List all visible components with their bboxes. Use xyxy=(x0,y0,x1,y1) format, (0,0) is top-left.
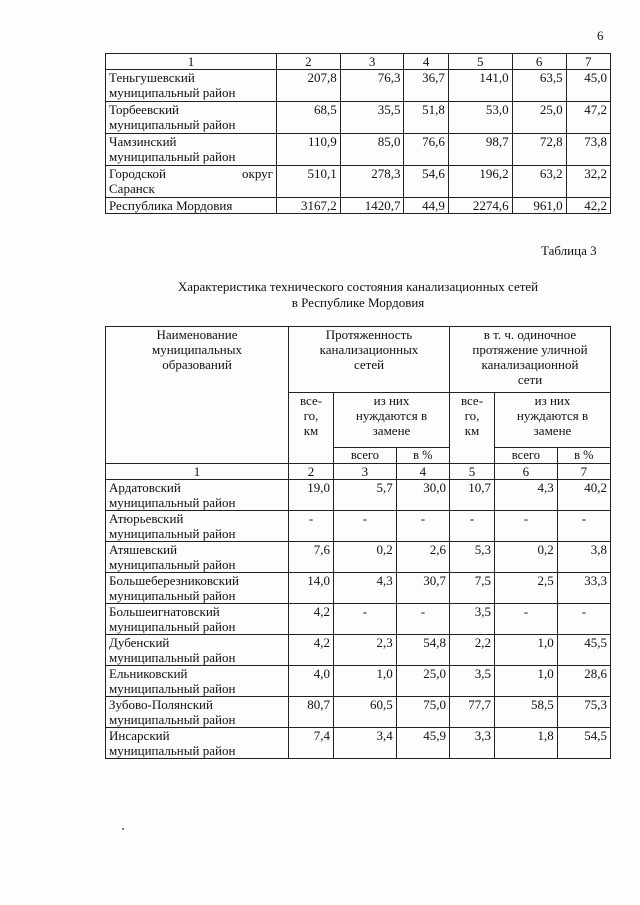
header-need-replace: из них нуждаются в замене xyxy=(334,393,450,448)
district-name: Городской округ Саранск xyxy=(106,166,277,198)
value-cell: 25,0 xyxy=(512,102,566,134)
value-cell: 7,6 xyxy=(289,542,334,573)
value-cell: 3167,2 xyxy=(277,198,341,214)
value-cell: 2,2 xyxy=(449,635,494,666)
value-cell: 3,3 xyxy=(449,728,494,759)
header-length: Протяженность канализационных сетей xyxy=(289,327,450,393)
value-cell: 5,7 xyxy=(334,480,397,511)
table-row xyxy=(106,102,611,134)
district-name: Республика Мордовия xyxy=(106,198,277,214)
table-header-row xyxy=(106,54,611,70)
value-cell: 36,7 xyxy=(404,70,448,102)
district-name: Большеигнатовский муниципальный район xyxy=(106,604,289,635)
district-name: Ардатовский муниципальный район xyxy=(106,480,289,511)
value-cell: 33,3 xyxy=(557,573,610,604)
value-cell: 75,0 xyxy=(396,697,449,728)
column-number: 2 xyxy=(289,464,334,480)
value-cell: - xyxy=(334,511,397,542)
table-continuation xyxy=(105,53,611,214)
header-cell: 4 xyxy=(404,54,448,70)
value-cell: 5,3 xyxy=(449,542,494,573)
value-cell: 54,5 xyxy=(557,728,610,759)
value-cell: 7,4 xyxy=(289,728,334,759)
value-cell: 68,5 xyxy=(277,102,341,134)
page-number: 6 xyxy=(597,28,604,43)
value-cell: - xyxy=(494,604,557,635)
district-name: Атяшевский муниципальный район xyxy=(106,542,289,573)
value-cell: 19,0 xyxy=(289,480,334,511)
table-title-line2: в Республике Мордовия xyxy=(291,295,425,310)
value-cell: 207,8 xyxy=(277,70,341,102)
table-row xyxy=(106,635,611,666)
header-need-replace: из них нуждаются в замене xyxy=(494,393,610,448)
table-header-row xyxy=(106,327,611,393)
value-cell: 3,5 xyxy=(449,666,494,697)
value-cell: 53,0 xyxy=(448,102,512,134)
header-single: в т. ч. одиночное протяжение уличной канализационной сети xyxy=(449,327,610,393)
value-cell: 58,5 xyxy=(494,697,557,728)
value-cell: 54,8 xyxy=(396,635,449,666)
table-row xyxy=(106,666,611,697)
value-cell: - xyxy=(449,511,494,542)
value-cell: 10,7 xyxy=(449,480,494,511)
district-name: Торбеевский муниципальный район xyxy=(106,102,277,134)
district-name: Теньгушевский муниципальный район xyxy=(106,70,277,102)
value-cell: 45,9 xyxy=(396,728,449,759)
column-number: 4 xyxy=(396,464,449,480)
value-cell: 7,5 xyxy=(449,573,494,604)
header-cell: 7 xyxy=(566,54,610,70)
district-name: Дубенский муниципальный район xyxy=(106,635,289,666)
value-cell: 14,0 xyxy=(289,573,334,604)
value-cell: 63,5 xyxy=(512,70,566,102)
value-cell: 4,2 xyxy=(289,635,334,666)
column-number: 1 xyxy=(106,464,289,480)
value-cell: 76,3 xyxy=(340,70,404,102)
value-cell: - xyxy=(557,604,610,635)
table-row xyxy=(106,70,611,102)
value-cell: - xyxy=(289,511,334,542)
header-cell: 5 xyxy=(448,54,512,70)
header-total: все- го, км xyxy=(449,393,494,464)
value-cell: 110,9 xyxy=(277,134,341,166)
value-cell: 73,8 xyxy=(566,134,610,166)
district-name: Зубово-Полянский муниципальный район xyxy=(106,697,289,728)
value-cell: 2,6 xyxy=(396,542,449,573)
column-number: 6 xyxy=(494,464,557,480)
district-name: Большеберезниковский муниципальный район xyxy=(106,573,289,604)
value-cell: 80,7 xyxy=(289,697,334,728)
value-cell: 510,1 xyxy=(277,166,341,198)
value-cell: 4,2 xyxy=(289,604,334,635)
table-row xyxy=(106,166,611,198)
table-row xyxy=(106,573,611,604)
value-cell: 40,2 xyxy=(557,480,610,511)
value-cell: 278,3 xyxy=(340,166,404,198)
value-cell: 77,7 xyxy=(449,697,494,728)
value-cell: 0,2 xyxy=(334,542,397,573)
value-cell: 1,0 xyxy=(494,666,557,697)
header-sub-total: всего xyxy=(494,448,557,464)
table-row xyxy=(106,542,611,573)
header-cell: 2 xyxy=(277,54,341,70)
value-cell: 1,8 xyxy=(494,728,557,759)
value-cell: 54,6 xyxy=(404,166,448,198)
value-cell: 25,0 xyxy=(396,666,449,697)
value-cell: 76,6 xyxy=(404,134,448,166)
header-cell: 6 xyxy=(512,54,566,70)
value-cell: 51,8 xyxy=(404,102,448,134)
value-cell: 0,2 xyxy=(494,542,557,573)
value-cell: 47,2 xyxy=(566,102,610,134)
value-cell: 75,3 xyxy=(557,697,610,728)
value-cell: 45,0 xyxy=(566,70,610,102)
table-row xyxy=(106,728,611,759)
value-cell: 28,6 xyxy=(557,666,610,697)
value-cell: 4,3 xyxy=(494,480,557,511)
district-name: Атюрьевский муниципальный район xyxy=(106,511,289,542)
value-cell: 72,8 xyxy=(512,134,566,166)
column-number-row xyxy=(106,464,611,480)
value-cell: 3,8 xyxy=(557,542,610,573)
table-label: Таблица 3 xyxy=(541,243,597,258)
value-cell: - xyxy=(396,511,449,542)
table-row xyxy=(106,134,611,166)
value-cell: - xyxy=(557,511,610,542)
table-row xyxy=(106,697,611,728)
value-cell: 196,2 xyxy=(448,166,512,198)
value-cell: 2,5 xyxy=(494,573,557,604)
value-cell: 60,5 xyxy=(334,697,397,728)
table-row xyxy=(106,511,611,542)
column-number: 5 xyxy=(449,464,494,480)
value-cell: 3,5 xyxy=(449,604,494,635)
header-sub-total: всего xyxy=(334,448,397,464)
value-cell: 45,5 xyxy=(557,635,610,666)
table-3 xyxy=(105,326,611,759)
value-cell: 42,2 xyxy=(566,198,610,214)
value-cell: 1,0 xyxy=(494,635,557,666)
value-cell: 4,0 xyxy=(289,666,334,697)
table-row xyxy=(106,604,611,635)
value-cell: 1420,7 xyxy=(340,198,404,214)
header-cell: 1 xyxy=(106,54,277,70)
column-number: 3 xyxy=(334,464,397,480)
value-cell: 4,3 xyxy=(334,573,397,604)
district-name: Инсарский муниципальный район xyxy=(106,728,289,759)
header-sub-pct: в % xyxy=(396,448,449,464)
table-row xyxy=(106,480,611,511)
value-cell: 141,0 xyxy=(448,70,512,102)
table-title: Характеристика технического состояния канализационных сетей xyxy=(177,279,539,294)
value-cell: 2,3 xyxy=(334,635,397,666)
value-cell: - xyxy=(494,511,557,542)
header-cell: 3 xyxy=(340,54,404,70)
value-cell: 1,0 xyxy=(334,666,397,697)
value-cell: 98,7 xyxy=(448,134,512,166)
value-cell: 30,0 xyxy=(396,480,449,511)
value-cell: 44,9 xyxy=(404,198,448,214)
header-total: все- го, км xyxy=(289,393,334,464)
value-cell: 2274,6 xyxy=(448,198,512,214)
column-number: 7 xyxy=(557,464,610,480)
value-cell: 35,5 xyxy=(340,102,404,134)
value-cell: 32,2 xyxy=(566,166,610,198)
value-cell: 3,4 xyxy=(334,728,397,759)
value-cell: - xyxy=(334,604,397,635)
header-sub-pct: в % xyxy=(557,448,610,464)
value-cell: 63,2 xyxy=(512,166,566,198)
value-cell: - xyxy=(396,604,449,635)
value-cell: 85,0 xyxy=(340,134,404,166)
value-cell: 30,7 xyxy=(396,573,449,604)
district-name: Чамзинский муниципальный район xyxy=(106,134,277,166)
scan-speck xyxy=(122,828,124,830)
district-name: Ельниковский муниципальный район xyxy=(106,666,289,697)
table-row-total xyxy=(106,198,611,214)
header-name: Наименование муниципальных образований xyxy=(106,327,289,464)
value-cell: 961,0 xyxy=(512,198,566,214)
